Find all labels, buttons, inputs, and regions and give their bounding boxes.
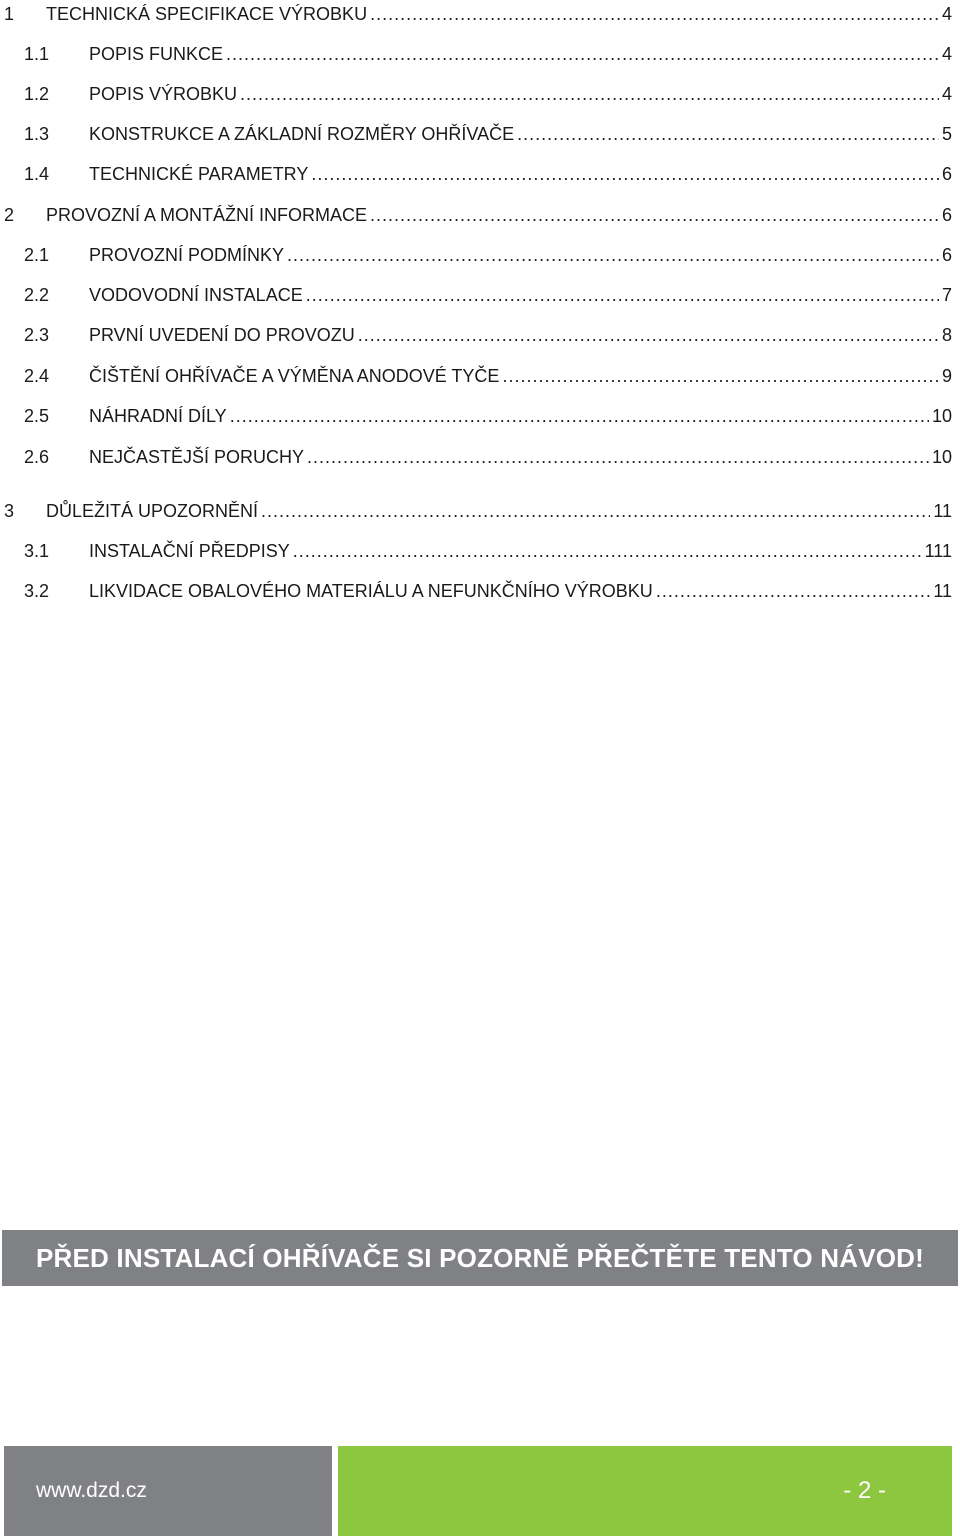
toc-entry-page: 111 <box>924 541 952 561</box>
toc-entry-number: 2.3 <box>24 325 50 345</box>
toc-entry[interactable] <box>0 362 952 390</box>
toc-dot-leader <box>502 362 939 390</box>
footer-url-link[interactable]: www.dzd.cz <box>36 1479 147 1502</box>
toc-entry-page: 7 <box>941 285 952 305</box>
toc-dot-leader <box>307 443 929 471</box>
toc-entry[interactable] <box>0 120 952 148</box>
toc-entry-number: 1.1 <box>24 44 50 64</box>
toc-entry-number: 2.4 <box>24 366 50 386</box>
toc-entry-title: TECHNICKÉ PARAMETRY <box>89 164 309 184</box>
toc-entry[interactable] <box>0 497 952 525</box>
toc-entry-page: 4 <box>941 44 952 64</box>
footer-page-block <box>338 1446 952 1536</box>
toc-entry-number: 3.1 <box>24 541 50 561</box>
toc-entry-number: 2.2 <box>24 285 50 305</box>
toc-entry-page: 6 <box>941 245 952 265</box>
toc-entry[interactable] <box>0 201 952 229</box>
install-warning-text: PŘED INSTALACÍ OHŘÍVAČE SI POZORNĚ PŘEČTĚTE TENTO NÁVOD! <box>35 1242 925 1273</box>
toc-entry-page: 5 <box>941 124 952 144</box>
toc-entry-title: ČIŠTĚNÍ OHŘÍVAČE A VÝMĚNA ANODOVÉ TYČE <box>89 366 500 386</box>
toc-entry-page: 9 <box>941 366 952 386</box>
toc-entry-number: 1.4 <box>24 164 50 184</box>
toc-entry-title: NEJČASTĚJŠÍ PORUCHY <box>89 447 305 467</box>
toc-entry-title: PROVOZNÍ PODMÍNKY <box>89 245 285 265</box>
toc-dot-leader <box>230 402 929 430</box>
toc-dot-leader <box>656 577 931 605</box>
toc-dot-leader <box>261 497 930 525</box>
toc-dot-leader <box>370 201 939 229</box>
toc-dot-leader <box>293 537 922 565</box>
toc-entry-page: 8 <box>941 325 952 345</box>
install-warning-banner <box>2 1230 958 1286</box>
toc-entry-page: 10 <box>931 406 952 426</box>
toc-entry-title: DŮLEŽITÁ UPOZORNĚNÍ <box>46 501 259 521</box>
toc-entry-page: 11 <box>933 501 952 521</box>
toc-dot-leader <box>287 241 939 269</box>
toc-dot-leader <box>517 120 939 148</box>
toc-entry-page: 11 <box>933 581 952 601</box>
toc-entry[interactable] <box>0 40 952 68</box>
toc-entry-title: INSTALAČNÍ PŘEDPISY <box>89 541 290 561</box>
toc-entry[interactable] <box>0 321 952 349</box>
toc-entry-title: POPIS VÝROBKU <box>89 84 238 104</box>
toc-dot-leader <box>226 40 939 68</box>
toc-entry[interactable] <box>0 241 952 269</box>
toc-entry-number: 2.1 <box>24 245 50 265</box>
toc-entry[interactable] <box>0 281 952 309</box>
toc-entry-title: TECHNICKÁ SPECIFIKACE VÝROBKU <box>46 4 368 24</box>
toc-entry[interactable] <box>0 443 952 471</box>
toc-entry-number: 2 <box>4 205 15 225</box>
toc-dot-leader <box>240 80 939 108</box>
toc-entry-page: 6 <box>941 164 952 184</box>
toc-entry-number: 3.2 <box>24 581 50 601</box>
toc-entry-page: 4 <box>941 4 952 24</box>
toc-entry-number: 3 <box>4 501 15 521</box>
toc-entry-page: 10 <box>931 447 952 467</box>
toc-entry[interactable] <box>0 402 952 430</box>
toc-entry[interactable] <box>0 537 952 565</box>
page-number: - 2 - <box>843 1477 886 1504</box>
toc-entry-number: 1.3 <box>24 124 50 144</box>
toc-entry-title: VODOVODNÍ INSTALACE <box>89 285 303 305</box>
toc-entry[interactable] <box>0 160 952 188</box>
toc-entry[interactable] <box>0 577 952 605</box>
toc-entry[interactable] <box>0 0 952 28</box>
toc-entry-title: PRVNÍ UVEDENÍ DO PROVOZU <box>89 325 355 345</box>
toc-dot-leader <box>370 0 939 28</box>
toc-dot-leader <box>311 160 939 188</box>
toc-entry-title: NÁHRADNÍ DÍLY <box>89 406 227 426</box>
toc-dot-leader <box>358 321 939 349</box>
toc-entry[interactable] <box>0 80 952 108</box>
toc-entry-title: LIKVIDACE OBALOVÉHO MATERIÁLU A NEFUNKČNÍHO VÝROBKU <box>89 581 653 601</box>
toc-entry-number: 1.2 <box>24 84 50 104</box>
toc-entry-page: 4 <box>941 84 952 104</box>
toc-entry-number: 2.6 <box>24 447 50 467</box>
toc-entry-number: 1 <box>4 4 15 24</box>
toc-entry-title: POPIS FUNKCE <box>89 44 224 64</box>
toc-entry-number: 2.5 <box>24 406 50 426</box>
toc-entry-title: PROVOZNÍ A MONTÁŽNÍ INFORMACE <box>46 205 368 225</box>
toc-entry-title: KONSTRUKCE A ZÁKLADNÍ ROZMĚRY OHŘÍVAČE <box>89 124 515 144</box>
toc-dot-leader <box>306 281 939 309</box>
footer-url-block <box>4 1446 332 1536</box>
toc-entry-page: 6 <box>941 205 952 225</box>
